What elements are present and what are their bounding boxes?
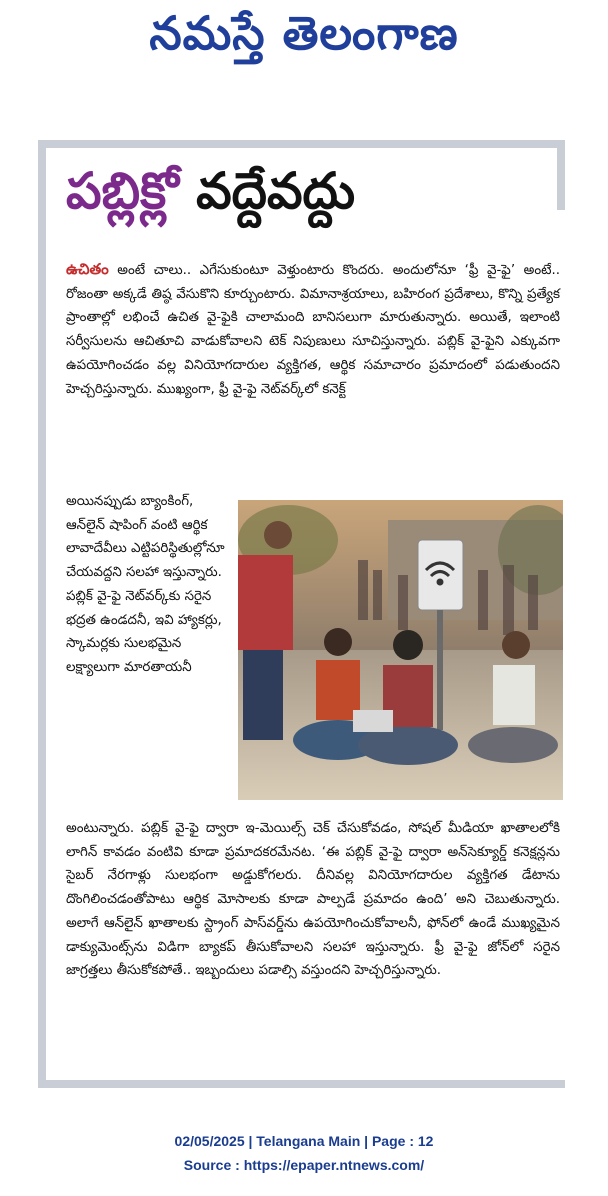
article-narrow-column: అయినప్పుడు బ్యాంకింగ్, ఆన్‌లైన్ షాపింగ్ వంటి ఆర్థిక లావాదేవీలు ఎట్టిపరిస్థితుల్లోనూ చేయవద్దని సలహా ఇస్తున్నారు. పబ్లిక్ వై-ఫై నెట్‌వర్క్‌కు సరైన భద్రత ఉండదనీ, ఇవి హ్యాకర్లు, స్కామర్లకు సులభమైన లక్ష్యాలుగా మారతాయనీ — [66, 494, 225, 675]
headline-rest: లో వద్దేవద్దు — [178, 162, 356, 220]
headline-accent: పబ్లిక్ — [66, 162, 179, 220]
article-photo — [238, 500, 563, 800]
newspaper-masthead: నమస్తే తెలంగాణ — [149, 6, 459, 60]
lead-word: ఉచితం — [66, 260, 109, 278]
article-paragraph-1 — [66, 258, 560, 401]
footer-dateline: 02/05/2025 | Telangana Main | Page : 12 — [174, 1133, 434, 1149]
article-headline — [66, 162, 355, 233]
paragraph-1-text: అంటే చాలు.. ఎగేసుకుంటూ వెళ్తుంటారు కొందరు. అందులోనూ ‘ఫ్రీ వై-ఫై’ అంటే.. రోజంతా అక్కడే తిష్ఠ వేసుకొని కూర్చుంటారు. విమానాశ్రయాలు, బహిరంగ ప్రదేశాలు, కొన్ని ప్రత్యేక ప్రాంతాల్లో లభించే ఉచిత వై-ఫైకి చాలామంది బానిసలుగా మారుతున్నారు. అయితే, ఇలాంటి సర్వీసులను ఆచితూచి వాడుకోవాలని టెక్ నిపుణులు సూచిస్తున్నారు. పబ్లిక్ వై-ఫైని ఎక్కువగా ఉపయోగించడం వల్ల వినియోగదారుల వ్యక్తిగత, ఆర్థిక సమాచారం ప్రమాదంలో పడుతుందని హెచ్చరిస్తున్నారు. ముఖ్యంగా, ఫ్రీ వై-ఫై నెట్‌వర్క్‌లో కనెక్ట్ — [66, 263, 560, 397]
footer-source: Source : https://epaper.ntnews.com/ — [183, 1157, 425, 1173]
article-paragraph-2: అంటున్నారు. పబ్లిక్ వై-ఫై ద్వారా ఇ-మెయిల్స్ చెక్ చేసుకోవడం, సోషల్ మీడియా ఖాతాలలోకి లాగిన్ కావడం వంటివి కూడా ప్రమాదకరమేనట. ‘ఈ పబ్లిక్ వై-ఫై ద్వారా అన్‌సెక్యూర్డ్ కనెక్షన్లను సైబర్ నేరగాళ్లు సులభంగా అడ్డుకోగలరు. దీనివల్ల వినియోగదారుల వ్యక్తిగత డేటాను దొంగిలించడంతోపాటు ఆర్థిక మోసాలకు కూడా పాల్పడే ప్రమాదం ఉంది’ అని చెబుతున్నారు. అలాగే ఆన్‌లైన్ ఖాతాలకు స్ట్రాంగ్ పాస్‌వర్డ్‌ను ఉపయోగించుకోవాలనీ, ఫోన్‌లో ఉండే ముఖ్యమైన డాక్యుమెంట్స్‌ను విడిగా బ్యాకప్ తీసుకోవాలని సలహా ఇస్తున్నారు. ఫ్రీ వై-ఫై జోన్‌లో సరైన జాగ్రత్తలు తీసుకోకపోతే.. ఇబ్బందులు పడాల్సి వస్తుందని హెచ్చరిస్తున్నారు. — [66, 821, 560, 979]
